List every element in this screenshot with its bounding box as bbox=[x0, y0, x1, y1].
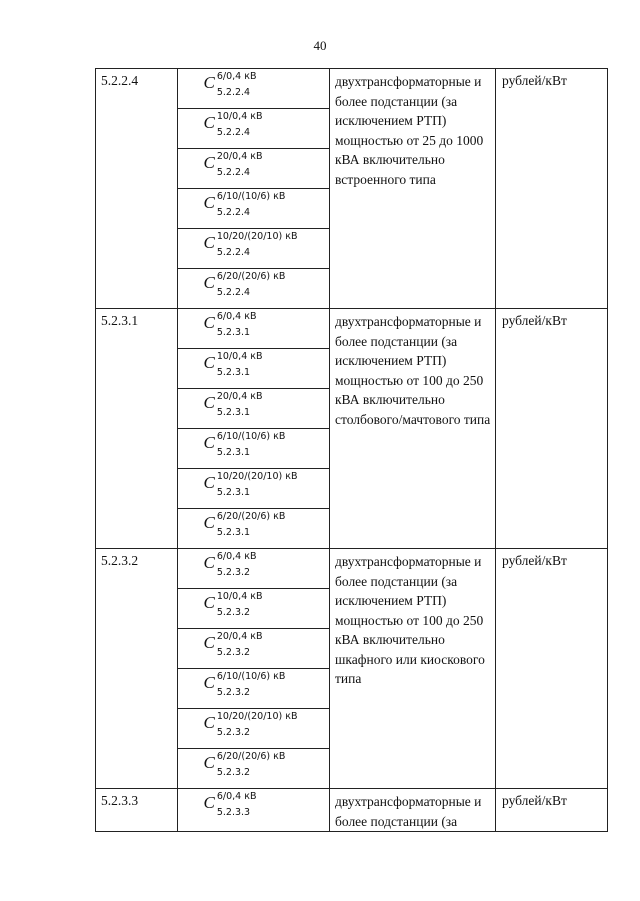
rate-symbol-cell bbox=[178, 389, 330, 429]
rate-symbol-voltage: 10/20/(20/10) кВ bbox=[216, 471, 298, 482]
rate-symbol-cell bbox=[178, 669, 330, 709]
rate-symbol-voltage: 10/20/(20/10) кВ bbox=[216, 231, 298, 242]
item-number: 5.2.3.2 bbox=[96, 549, 178, 789]
substation-description: двухтрансформаторные и более подстанции (за bbox=[330, 789, 496, 832]
rate-symbol-voltage: 6/20/(20/6) кВ bbox=[216, 271, 286, 282]
unit-of-measure: рублей/кВт bbox=[496, 309, 608, 549]
rate-symbol-index: 5.2.2.4 bbox=[216, 207, 251, 218]
rate-symbol bbox=[203, 151, 263, 178]
rate-symbol-base: C bbox=[203, 113, 215, 132]
rate-symbol-voltage: 6/20/(20/6) кВ bbox=[216, 511, 286, 522]
rate-symbol-base: C bbox=[203, 753, 215, 772]
item-number: 5.2.3.1 bbox=[96, 309, 178, 549]
item-number: 5.2.2.4 bbox=[96, 69, 178, 309]
rate-symbol-cell bbox=[178, 709, 330, 749]
rate-symbol-base: C bbox=[203, 73, 215, 92]
rate-symbol-cell bbox=[178, 149, 330, 189]
rate-symbol-index: 5.2.3.2 bbox=[216, 647, 251, 658]
rate-symbol-index: 5.2.3.1 bbox=[216, 367, 251, 378]
unit-of-measure: рублей/кВт bbox=[496, 549, 608, 789]
rate-symbol-index: 5.2.3.2 bbox=[216, 767, 251, 778]
rate-symbol-base: C bbox=[203, 433, 215, 452]
substation-description: двухтрансформаторные и более подстанции (за исключением РТП) мощностью от 100 до 250 кВА включительно шкафного или киоскового типа bbox=[330, 549, 496, 789]
rate-symbol-base: C bbox=[203, 553, 215, 572]
rate-symbol-index: 5.2.2.4 bbox=[216, 247, 251, 258]
rate-symbol-voltage: 20/0,4 кВ bbox=[216, 391, 263, 402]
rate-symbol bbox=[203, 311, 257, 338]
rate-symbol bbox=[203, 111, 263, 138]
rate-symbol-cell bbox=[178, 229, 330, 269]
rate-symbol bbox=[203, 671, 286, 698]
rate-symbol-voltage: 6/0,4 кВ bbox=[216, 311, 257, 322]
rate-symbol bbox=[203, 471, 298, 498]
rate-symbol bbox=[203, 751, 286, 778]
rate-symbol-base: C bbox=[203, 713, 215, 732]
rate-symbol bbox=[203, 191, 286, 218]
rate-symbol-voltage: 6/20/(20/6) кВ bbox=[216, 751, 286, 762]
rate-symbol-voltage: 10/0,4 кВ bbox=[216, 351, 263, 362]
rate-symbol-cell bbox=[178, 269, 330, 309]
rate-symbol-voltage: 10/0,4 кВ bbox=[216, 591, 263, 602]
rate-symbol-voltage: 6/0,4 кВ bbox=[216, 71, 257, 82]
rate-symbol-base: C bbox=[203, 353, 215, 372]
rate-symbol-index: 5.2.3.1 bbox=[216, 327, 251, 338]
rate-symbol-index: 5.2.3.2 bbox=[216, 607, 251, 618]
rate-symbol-cell bbox=[178, 789, 330, 832]
rate-symbol-voltage: 6/0,4 кВ bbox=[216, 551, 257, 562]
rate-symbol-index: 5.2.3.1 bbox=[216, 407, 251, 418]
rate-symbol-cell bbox=[178, 749, 330, 789]
rate-symbol-index: 5.2.3.1 bbox=[216, 527, 251, 538]
unit-of-measure: рублей/кВт bbox=[496, 789, 608, 832]
rate-symbol-base: C bbox=[203, 153, 215, 172]
rate-symbol-index: 5.2.3.2 bbox=[216, 727, 251, 738]
rate-symbol-base: C bbox=[203, 313, 215, 332]
rate-symbol-base: C bbox=[203, 633, 215, 652]
rate-symbol-index: 5.2.2.4 bbox=[216, 87, 251, 98]
rate-symbol bbox=[203, 71, 257, 98]
rate-symbol-cell bbox=[178, 309, 330, 349]
rate-symbol-index: 5.2.2.4 bbox=[216, 167, 251, 178]
rate-symbol bbox=[203, 591, 263, 618]
rate-symbol-index: 5.2.2.4 bbox=[216, 287, 251, 298]
rate-symbol-cell bbox=[178, 69, 330, 109]
table-row bbox=[96, 69, 608, 109]
rate-symbol-voltage: 6/10/(10/6) кВ bbox=[216, 431, 286, 442]
rate-symbol-voltage: 6/10/(10/6) кВ bbox=[216, 671, 286, 682]
rate-symbol bbox=[203, 431, 286, 458]
rate-symbol-cell bbox=[178, 509, 330, 549]
rate-symbol-base: C bbox=[203, 233, 215, 252]
rate-symbol-base: C bbox=[203, 393, 215, 412]
item-number: 5.2.3.3 bbox=[96, 789, 178, 832]
tariff-table bbox=[95, 68, 608, 832]
rate-symbol bbox=[203, 711, 298, 738]
rate-symbol-cell bbox=[178, 109, 330, 149]
rate-symbol bbox=[203, 351, 263, 378]
substation-description: двухтрансформаторные и более подстанции (за исключением РТП) мощностью от 25 до 1000 кВА включительно встроенного типа bbox=[330, 69, 496, 309]
rate-symbol bbox=[203, 511, 286, 538]
rate-symbol-voltage: 20/0,4 кВ bbox=[216, 151, 263, 162]
rate-symbol bbox=[203, 791, 257, 818]
rate-symbol-voltage: 10/20/(20/10) кВ bbox=[216, 711, 298, 722]
rate-symbol-base: C bbox=[203, 793, 215, 812]
page-number: 40 bbox=[313, 38, 327, 53]
rate-symbol-voltage: 10/0,4 кВ bbox=[216, 111, 263, 122]
rate-symbol-cell bbox=[178, 349, 330, 389]
rate-symbol-index: 5.2.3.3 bbox=[216, 807, 251, 818]
rate-symbol-voltage: 20/0,4 кВ bbox=[216, 631, 263, 642]
rate-symbol-index: 5.2.3.2 bbox=[216, 687, 251, 698]
rate-symbol-base: C bbox=[203, 513, 215, 532]
rate-symbol-voltage: 6/10/(10/6) кВ bbox=[216, 191, 286, 202]
rate-symbol-index: 5.2.3.1 bbox=[216, 447, 251, 458]
rate-symbol-base: C bbox=[203, 673, 215, 692]
rate-symbol-base: C bbox=[203, 473, 215, 492]
rate-symbol bbox=[203, 271, 286, 298]
substation-description: двухтрансформаторные и более подстанции (за исключением РТП) мощностью от 100 до 250 кВА включительно столбового/мачтового типа bbox=[330, 309, 496, 549]
table-row bbox=[96, 789, 608, 832]
rate-symbol bbox=[203, 631, 263, 658]
rate-symbol-cell bbox=[178, 429, 330, 469]
rate-symbol-base: C bbox=[203, 273, 215, 292]
rate-symbol bbox=[203, 231, 298, 258]
rate-symbol-voltage: 6/0,4 кВ bbox=[216, 791, 257, 802]
rate-symbol-cell bbox=[178, 589, 330, 629]
rate-symbol bbox=[203, 551, 257, 578]
rate-symbol-cell bbox=[178, 189, 330, 229]
rate-symbol-cell bbox=[178, 549, 330, 589]
rate-symbol-cell bbox=[178, 629, 330, 669]
table-row bbox=[96, 549, 608, 589]
rate-symbol-base: C bbox=[203, 593, 215, 612]
rate-symbol-index: 5.2.3.1 bbox=[216, 487, 251, 498]
rate-symbol bbox=[203, 391, 263, 418]
table-row bbox=[96, 309, 608, 349]
rate-symbol-index: 5.2.3.2 bbox=[216, 567, 251, 578]
unit-of-measure: рублей/кВт bbox=[496, 69, 608, 309]
rate-symbol-cell bbox=[178, 469, 330, 509]
rate-symbol-index: 5.2.2.4 bbox=[216, 127, 251, 138]
rate-symbol-base: C bbox=[203, 193, 215, 212]
